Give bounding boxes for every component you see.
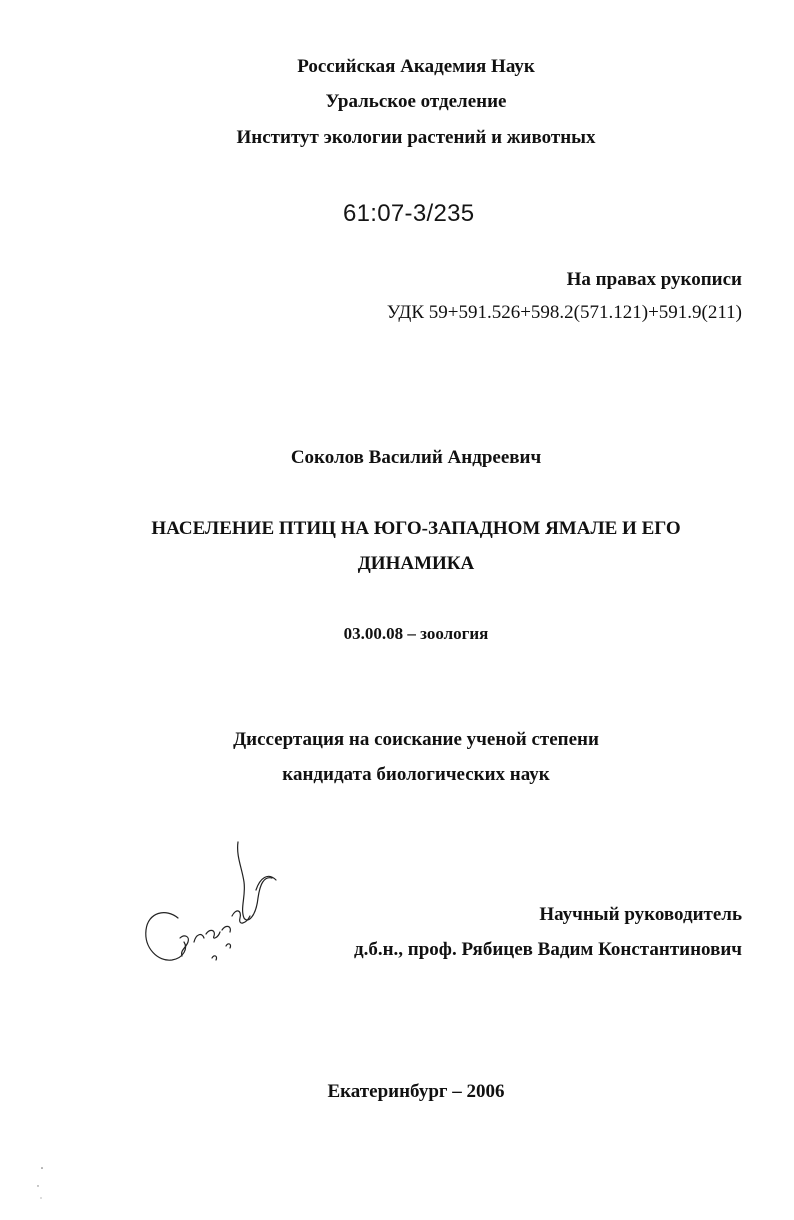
branch-name: Уральское отделение [325,91,507,112]
library-stamp-code: 61:07-3/235 [343,200,475,227]
city-year: Екатеринбург – 2006 [327,1081,505,1102]
manuscript-rights-note: На правах рукописи [566,269,742,290]
degree-line-1: Диссертация на соискание ученой степени [233,729,599,750]
author-name: Соколов Василий Андреевич [290,447,542,468]
udk-code: УДК 59+591.526+598.2(571.121)+591.9(211) [386,302,742,323]
academy-name: Российская Академия Наук [297,56,535,77]
supervisor-name: д.б.н., проф. Рябицев Вадим Константинович [353,939,742,960]
degree-line-2: кандидата биологических наук [282,764,550,785]
thesis-title-line-2: ДИНАМИКА [357,553,475,574]
institute-name: Институт экологии растений и животных [236,127,596,148]
specialty-code: 03.00.08 – зоология [343,624,489,643]
thesis-title-line-1: НАСЕЛЕНИЕ ПТИЦ НА ЮГО-ЗАПАДНОМ ЯМАЛЕ И ЕГО [151,518,681,539]
scan-specks [30,1160,50,1210]
supervisor-label: Научный руководитель [539,904,742,925]
handwritten-signature [140,838,290,978]
